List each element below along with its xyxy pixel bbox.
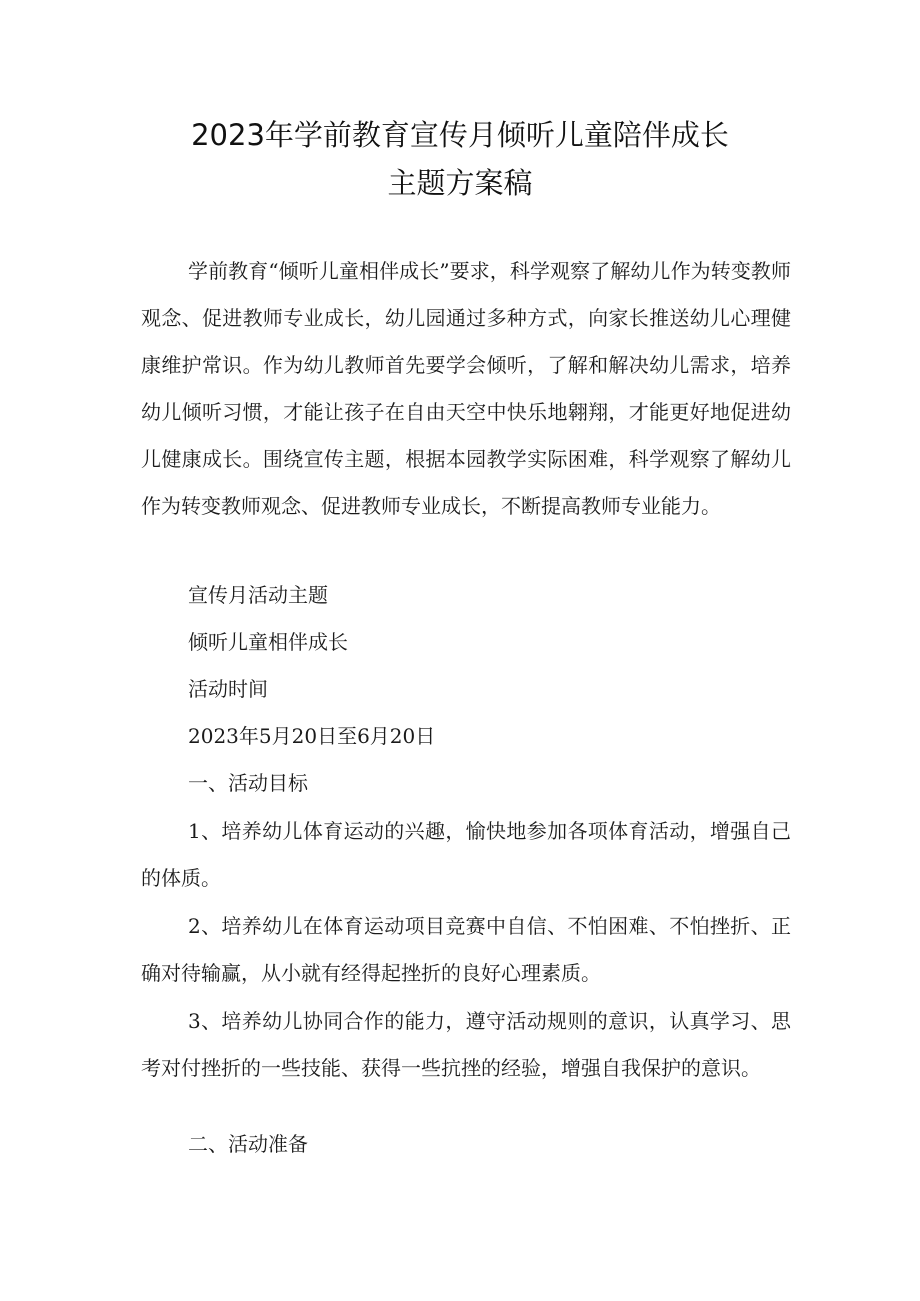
time-value: 2023年5月20日至6月20日: [188, 724, 436, 748]
goal-3-paragraph: 3、培养幼儿协同合作的能力，遵守活动规则的意识，认真学习、思考对付挫折的一些技能、获得一些抗挫的经验，增强自我保护的意识。: [141, 1009, 791, 1080]
section-2-heading: 二、活动准备: [188, 1132, 308, 1156]
goal-2-paragraph: 2、培养幼儿在体育运动项目竞赛中自信、不怕困难、不怕挫折、正确对待输赢，从小就有经得起挫折的良好心理素质。: [141, 914, 791, 985]
goal-1-paragraph: 1、培养幼儿体育运动的兴趣，愉快地参加各项体育活动，增强自己的体质。: [141, 819, 791, 890]
time-heading: 活动时间: [188, 677, 268, 701]
intro-paragraph: 学前教育“倾听儿童相伴成长”要求，科学观察了解幼儿作为转变教师观念、促进教师专业成长，幼儿园通过多种方式，向家长推送幼儿心理健康维护常识。作为幼儿教师首先要学会倾听，了解和解决幼儿需求，培养幼儿倾听习惯，才能让孩子在自由天空中快乐地翱翔，才能更好地促进幼儿健康成长。围绕宣传主题，根据本园教学实际困难，科学观察了解幼儿作为转变教师观念、促进教师专业成长，不断提高教师专业能力。: [141, 259, 791, 518]
document-title-line-1: 2023年学前教育宣传月倾听儿童陪伴成长: [191, 118, 729, 152]
theme-value: 倾听儿童相伴成长: [188, 630, 348, 654]
document-title-line-2: 主题方案稿: [387, 166, 533, 200]
theme-heading: 宣传月活动主题: [188, 583, 328, 607]
section-1-heading: 一、活动目标: [188, 771, 308, 795]
